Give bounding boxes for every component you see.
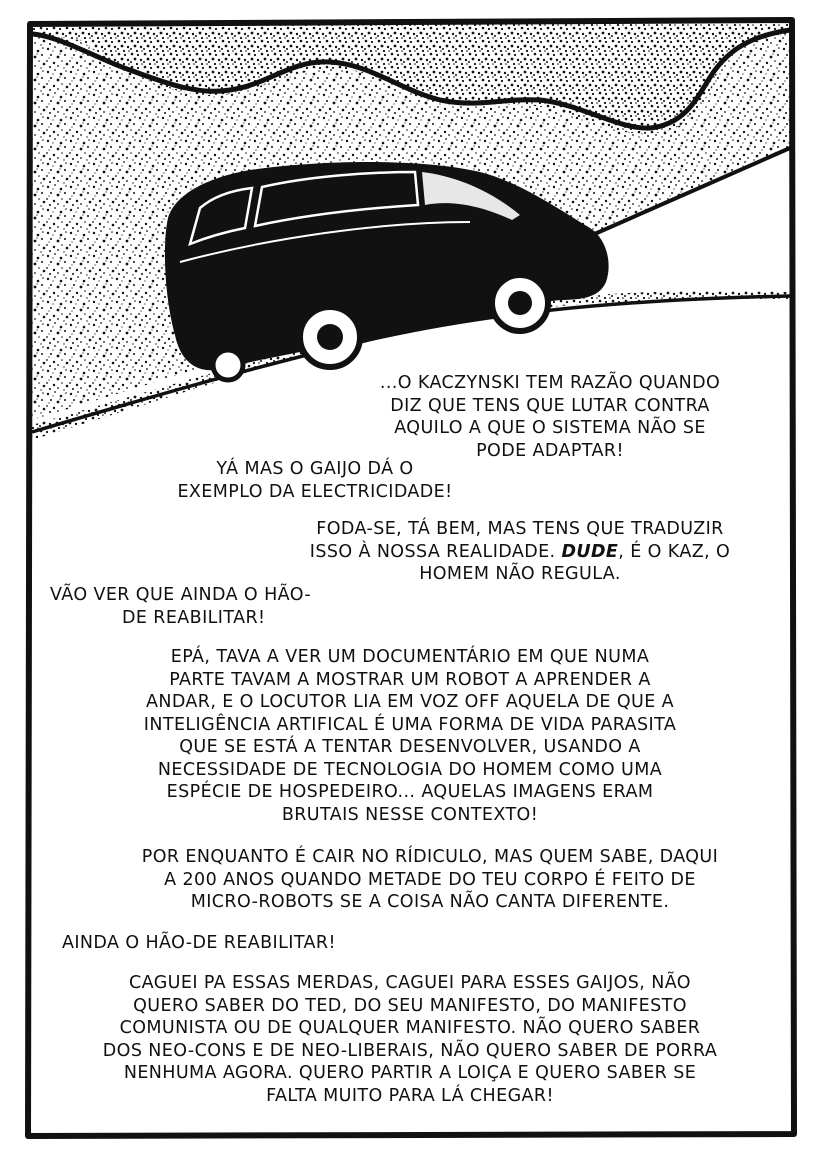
caption-line: FALTA MUITO PARA LÁ CHEGAR!: [266, 1085, 554, 1106]
caption-line: AINDA O HÃO-DE REABILITAR!: [62, 933, 336, 953]
caption-electricidade: [130, 458, 500, 503]
caption-line: A 200 ANOS QUANDO METADE DO TEU CORPO É FEITO DE: [164, 869, 696, 890]
caption-line: ISSO À NOSSA REALIDADE.: [309, 541, 556, 562]
caption-line: CAGUEI PA ESSAS MERDAS, CAGUEI PARA ESSES GAIJOS, NÃO: [129, 973, 691, 993]
caption-line: FODA-SE, TÁ BEM, MAS TENS QUE TRADUZIR: [316, 519, 724, 539]
caption-realidade: [250, 518, 790, 586]
caption-line: AQUILO A QUE O SISTEMA NÃO SE: [394, 418, 706, 438]
caption-line: DE REABILITAR!: [122, 607, 266, 628]
caption-line: PARTE TAVAM A MOSTRAR UM ROBOT A APRENDER A: [169, 669, 651, 690]
caption-line: , É O KAZ, O: [618, 541, 731, 562]
caption-line: MICRO-ROBOTS SE A COISA NÃO CANTA DIFERENTE.: [190, 892, 670, 912]
van-rear-wheel: [300, 307, 360, 367]
van-front-wheel: [492, 275, 548, 331]
caption-documentario: [40, 646, 780, 826]
caption-line: NENHUMA AGORA. QUERO PARTIR A LOIÇA E QUERO SABER SE: [123, 1063, 697, 1083]
caption-line: QUE SE ESTÁ A TENTAR DESENVOLVER, USANDO A: [179, 737, 641, 757]
caption-line: HOMEM NÃO REGULA.: [419, 564, 621, 584]
caption-line: DOS NEO-CONS E DE NEO-LIBERAIS, NÃO QUERO SABER DE PORRA: [102, 1040, 718, 1061]
caption-line: ESPÉCIE DE HOSPEDEIRO... AQUELAS IMAGENS ERAM: [166, 782, 654, 802]
caption-emphasis: DUDE: [561, 541, 619, 562]
caption-line: EXEMPLO DA ELECTRICIDADE!: [177, 481, 453, 502]
caption-line: PODE ADAPTAR!: [476, 440, 624, 461]
caption-line: COMUNISTA OU DE QUALQUER MANIFESTO. NÃO QUERO SABER: [119, 1018, 701, 1038]
caption-line: NECESSIDADE DE TECNOLOGIA DO HOMEM COMO UMA: [157, 759, 663, 780]
caption-line: VÃO VER QUE AINDA O HÃO-: [50, 585, 312, 605]
caption-line: ...O KACZYNSKI TEM RAZÃO QUANDO: [379, 373, 721, 393]
caption-enquanto: [60, 846, 800, 914]
caption-line: INTELIGÊNCIA ARTIFICAL É UMA FORMA DE VIDA PARASITA: [143, 714, 677, 735]
caption-line: YÁ MAS O GAIJO DÁ O: [216, 459, 414, 479]
caption-caguei: [40, 972, 780, 1107]
van-back-wheel-hidden: [213, 350, 243, 380]
caption-line: POR ENQUANTO É CAIR NO RÍDICULO, MAS QUEM SABE, DAQUI: [141, 847, 719, 867]
caption-line: DIZ QUE TENS QUE LUTAR CONTRA: [390, 395, 710, 416]
caption-line: EPÁ, TAVA A VER UM DOCUMENTÁRIO EM QUE NUMA: [170, 647, 650, 667]
caption-line: BRUTAIS NESSE CONTEXTO!: [281, 804, 539, 825]
caption-ainda: [62, 932, 462, 955]
caption-kaczynski: [330, 372, 770, 462]
caption-line: ANDAR, E O LOCUTOR LIA EM VOZ OFF AQUELA DE QUE A: [145, 692, 675, 712]
caption-reabilitar: [50, 584, 370, 629]
caption-line: QUERO SABER DO TED, DO SEU MANIFESTO, DO MANIFESTO: [133, 995, 687, 1016]
